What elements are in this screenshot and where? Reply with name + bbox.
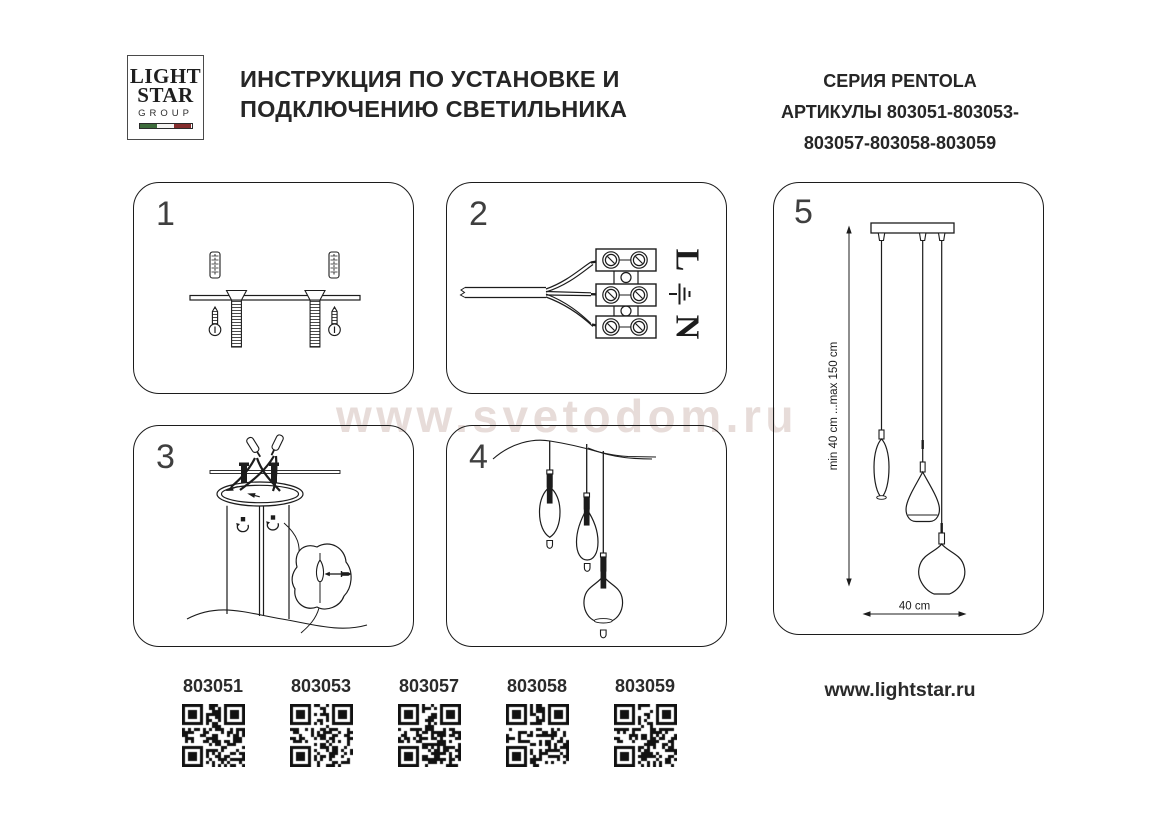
keyhole-slot-icon <box>266 515 278 530</box>
height-dimension-label: min 40 cm ...max 150 cm <box>828 341 840 471</box>
ceiling-plate <box>871 223 954 233</box>
page-title <box>240 64 627 124</box>
pendant-lamp <box>874 430 889 499</box>
logo-word-light: LIGHT <box>129 64 202 88</box>
page-title-line2: ПОДКЛЮЧЕНИЮ СВЕТИЛЬНИКА <box>240 96 628 122</box>
bulb-icon <box>601 630 607 638</box>
keyhole-slot-icon <box>236 517 248 532</box>
detail-bubble <box>292 544 351 633</box>
flag-white <box>157 124 174 128</box>
bulb-icon <box>584 564 590 572</box>
wall-plug-icon <box>210 252 220 278</box>
qr-code-image <box>398 704 461 767</box>
small-screw-icon <box>209 307 221 336</box>
qr-code-image <box>614 704 677 767</box>
height-dimension-arrow <box>846 226 851 587</box>
step4-pendants-diagram <box>447 426 725 645</box>
ceiling-curve <box>493 440 656 459</box>
pendant-lamp <box>919 533 965 594</box>
step3-canopy-assembly-diagram <box>134 426 412 645</box>
qr-item <box>486 676 588 767</box>
wire-connector-icon <box>268 434 284 457</box>
qr-code-image <box>290 704 353 767</box>
article-number: 803053 <box>290 676 352 696</box>
step2-number: 2 <box>469 195 488 233</box>
wire-connector-icon <box>246 436 264 458</box>
watermark: www.svetodom.ru <box>336 390 798 442</box>
qr-item <box>270 676 372 767</box>
page-title-line1: ИНСТРУКЦИЯ ПО УСТАНОВКЕ И <box>240 66 620 92</box>
series-name: СЕРИЯ PENTOLA <box>823 71 977 91</box>
neutral-terminal-label: N <box>668 314 706 340</box>
small-screw-icon <box>329 307 341 336</box>
line-terminal-label: L <box>668 248 706 272</box>
qr-code-image <box>506 704 569 767</box>
step5-panel <box>773 182 1044 635</box>
mounting-bar <box>190 296 360 301</box>
step5-number: 5 <box>794 193 813 231</box>
cord-grips <box>878 233 945 241</box>
canopy-ring <box>217 482 303 506</box>
bulb-icon <box>547 541 553 549</box>
step4-panel <box>446 425 727 647</box>
glass-shade <box>906 472 939 522</box>
wall-curve <box>187 610 367 628</box>
articles-line1: АРТИКУЛЫ 803051-803053- <box>780 102 1020 122</box>
step3-panel <box>133 425 414 647</box>
step4-number: 4 <box>469 438 488 476</box>
glass-shade <box>919 544 965 594</box>
step1-panel <box>133 182 414 394</box>
wall-plug-icon <box>329 252 339 278</box>
ceiling-curve <box>588 448 652 459</box>
article-number: 803057 <box>398 676 460 696</box>
pendant-lamp <box>577 444 599 571</box>
articles-line2: 803057-803058-803059 <box>803 133 997 153</box>
step5-dimensions-diagram <box>774 183 1042 633</box>
width-dimension-label: 40 cm <box>898 600 931 613</box>
flag-red <box>174 124 191 128</box>
step2-wiring-diagram <box>447 183 725 392</box>
terminal-block <box>596 249 656 338</box>
pendant-lamp <box>584 451 623 638</box>
series-info <box>744 66 1056 159</box>
logo-word-group: GROUP <box>138 108 193 119</box>
earth-symbol-icon <box>669 284 690 305</box>
lightstar-logo <box>127 55 204 140</box>
mains-cable <box>461 260 605 327</box>
qr-item <box>594 676 696 767</box>
canopy-body <box>227 505 289 619</box>
flag-green <box>140 124 157 128</box>
step1-mounting-hardware-diagram <box>134 183 412 392</box>
article-number: 803059 <box>614 676 676 696</box>
article-number: 803058 <box>506 676 568 696</box>
step2-panel <box>446 182 727 394</box>
pendant-lamp <box>906 462 939 522</box>
step1-number: 1 <box>156 195 175 233</box>
pendant-lamp <box>540 441 561 548</box>
qr-item <box>378 676 480 767</box>
glass-shade <box>874 439 889 498</box>
italian-flag-stripe <box>139 123 193 129</box>
logo-word-star: STAR <box>137 83 194 107</box>
step3-number: 3 <box>156 438 175 476</box>
qr-code-image <box>182 704 245 767</box>
website-url: www.lightstar.ru <box>824 679 976 701</box>
article-number: 803051 <box>182 676 244 696</box>
qr-item <box>162 676 264 767</box>
